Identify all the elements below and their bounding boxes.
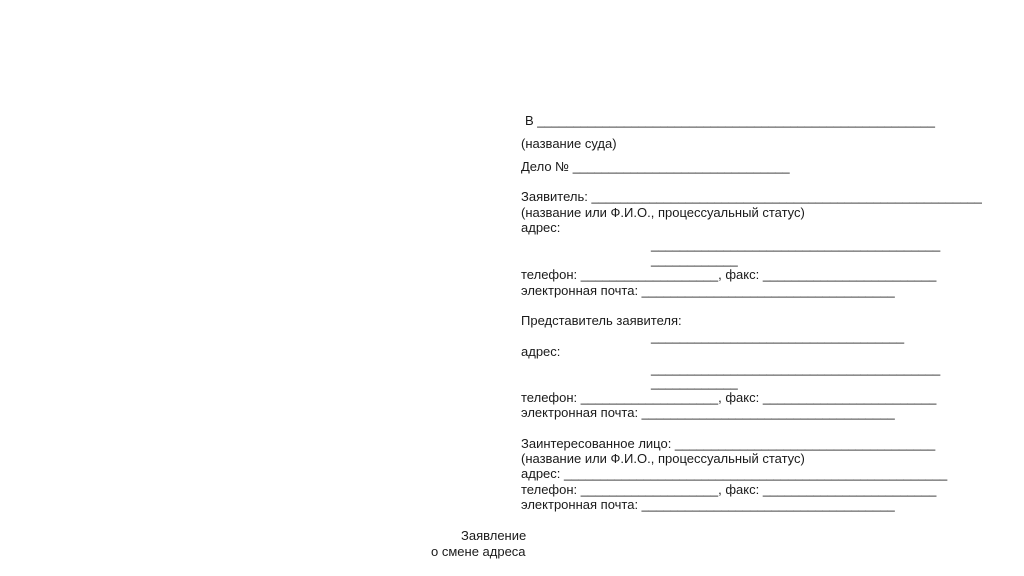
document-title: Заявление bbox=[461, 528, 527, 543]
interested-party-address-line: адрес: _____________________________________________________ bbox=[521, 466, 948, 481]
court-line: В _______________________________________________________ bbox=[525, 113, 935, 128]
interested-party-email-line: электронная почта: ___________________________________ bbox=[521, 497, 895, 512]
representative-address-blank: ________________________________________ bbox=[651, 361, 941, 376]
representative-name-blank: ___________________________________ bbox=[651, 329, 905, 344]
applicant-caption: (название или Ф.И.О., процессуальный статус) bbox=[521, 205, 805, 220]
document-subtitle: о смене адреса bbox=[431, 544, 526, 559]
representative-label: Представитель заявителя: bbox=[521, 313, 682, 328]
interested-party-line: Заинтересованное лицо: ____________________________________ bbox=[521, 436, 936, 451]
interested-party-caption: (название или Ф.И.О., процессуальный статус) bbox=[521, 451, 805, 466]
representative-email-line: электронная почта: ___________________________________ bbox=[521, 405, 895, 420]
applicant-address-blank: ________________________________________ bbox=[651, 237, 941, 252]
court-caption: (название суда) bbox=[521, 136, 617, 151]
representative-address-blank-continued: ____________ bbox=[651, 375, 738, 390]
applicant-address-blank-continued: ____________ bbox=[651, 252, 738, 267]
applicant-line: Заявитель: ______________________________________________________ bbox=[521, 189, 982, 204]
applicant-email-line: электронная почта: ___________________________________ bbox=[521, 283, 895, 298]
representative-address-label: адрес: bbox=[521, 344, 561, 359]
applicant-address-label: адрес: bbox=[521, 220, 561, 235]
case-number-line: Дело № ______________________________ bbox=[521, 159, 790, 174]
interested-party-phone-fax-line: телефон: ___________________, факс: ________________________ bbox=[521, 482, 937, 497]
representative-phone-fax-line: телефон: ___________________, факс: ________________________ bbox=[521, 390, 937, 405]
applicant-phone-fax-line: телефон: ___________________, факс: ________________________ bbox=[521, 267, 937, 282]
